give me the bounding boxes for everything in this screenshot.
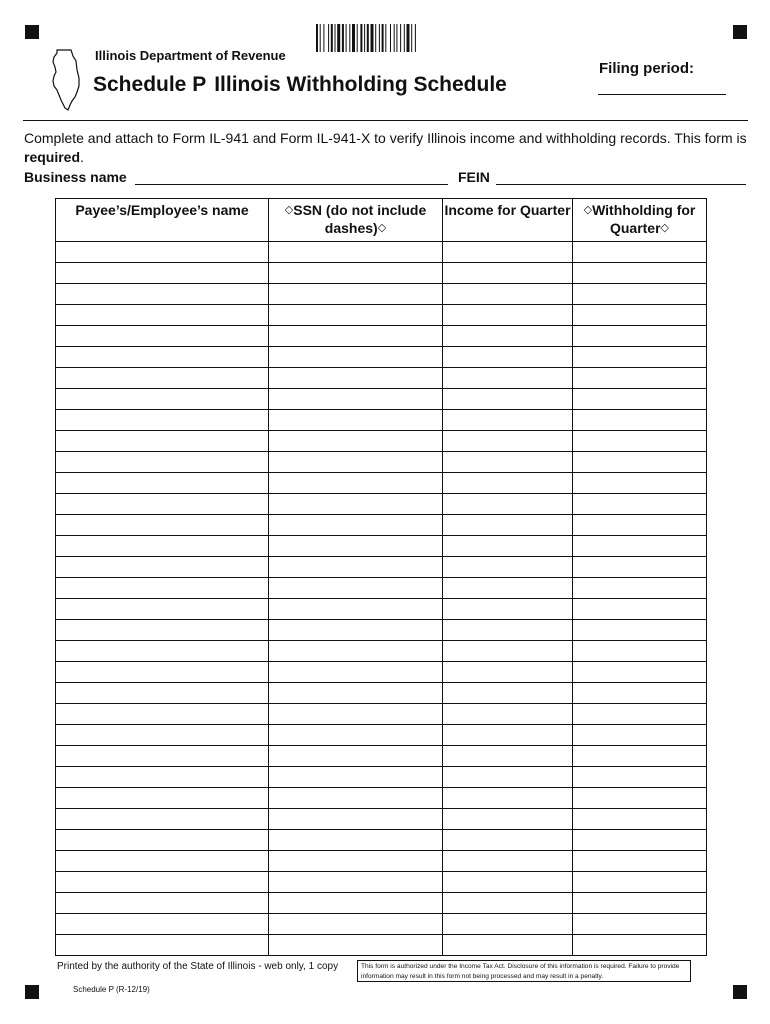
table-row	[56, 326, 707, 347]
table-cell[interactable]	[269, 284, 443, 305]
table-row	[56, 578, 707, 599]
table-cell[interactable]	[56, 557, 269, 578]
table-row	[56, 641, 707, 662]
table-cell[interactable]	[269, 620, 443, 641]
table-row	[56, 536, 707, 557]
table-cell[interactable]	[443, 368, 573, 389]
table-cell[interactable]	[269, 347, 443, 368]
business-name-field[interactable]	[135, 184, 448, 185]
table-cell[interactable]	[573, 515, 707, 536]
table-cell[interactable]	[56, 494, 269, 515]
table-row	[56, 452, 707, 473]
column-header-0: Payee’s/Employee’s name	[56, 199, 269, 242]
header-divider	[23, 120, 748, 121]
table-cell[interactable]	[56, 830, 269, 851]
table-row	[56, 389, 707, 410]
table-cell[interactable]	[443, 893, 573, 914]
table-cell[interactable]	[443, 809, 573, 830]
table-row	[56, 620, 707, 641]
table-row	[56, 809, 707, 830]
table-header	[56, 199, 707, 242]
table-cell[interactable]	[573, 935, 707, 956]
table-cell[interactable]	[56, 263, 269, 284]
column-header-1: ◇SSN (do not include dashes)◇	[269, 199, 443, 242]
table-cell[interactable]	[56, 431, 269, 452]
table-cell[interactable]	[56, 914, 269, 935]
department-name: Illinois Department of Revenue	[95, 48, 286, 63]
table-cell[interactable]	[56, 746, 269, 767]
table-cell[interactable]	[573, 284, 707, 305]
table-row	[56, 410, 707, 431]
table-row	[56, 704, 707, 725]
table-row	[56, 242, 707, 263]
table-cell[interactable]	[269, 704, 443, 725]
table-row	[56, 599, 707, 620]
schedule-title: Illinois Withholding Schedule	[214, 73, 507, 96]
withholding-table	[55, 198, 707, 956]
table-cell[interactable]	[573, 620, 707, 641]
authorization-notice: This form is authorized under the Income Tax Act. Disclosure of this information is required. Failure to provide information may result in this form not being processed and may result in a penalty.	[357, 960, 691, 982]
fein-field[interactable]	[496, 184, 746, 185]
table-cell[interactable]	[269, 746, 443, 767]
table-cell[interactable]	[269, 326, 443, 347]
table-cell[interactable]	[269, 452, 443, 473]
registration-mark-icon	[25, 985, 39, 999]
form-id: Schedule P (R-12/19)	[73, 985, 150, 994]
table-cell[interactable]	[269, 851, 443, 872]
table-cell[interactable]	[269, 788, 443, 809]
table-cell[interactable]	[269, 431, 443, 452]
table-cell[interactable]	[56, 893, 269, 914]
table-cell[interactable]	[56, 662, 269, 683]
table-cell[interactable]	[269, 494, 443, 515]
registration-mark-icon	[733, 25, 747, 39]
table-row	[56, 284, 707, 305]
table-cell[interactable]	[56, 641, 269, 662]
table-cell[interactable]	[443, 389, 573, 410]
table-cell[interactable]	[56, 326, 269, 347]
diamond-icon: ◇	[583, 204, 593, 216]
table-cell[interactable]	[573, 767, 707, 788]
table-cell[interactable]	[56, 515, 269, 536]
table-cell[interactable]	[269, 809, 443, 830]
table-cell[interactable]	[56, 284, 269, 305]
table-cell[interactable]	[269, 872, 443, 893]
table-cell[interactable]	[56, 935, 269, 956]
barcode-icon	[316, 24, 472, 52]
table-cell[interactable]	[56, 767, 269, 788]
table-cell[interactable]	[56, 536, 269, 557]
table-cell[interactable]	[573, 410, 707, 431]
table-row	[56, 347, 707, 368]
table-cell[interactable]	[573, 851, 707, 872]
table-cell[interactable]	[56, 578, 269, 599]
table-cell[interactable]	[56, 347, 269, 368]
table-cell[interactable]	[443, 830, 573, 851]
table-cell[interactable]	[573, 830, 707, 851]
table-cell[interactable]	[573, 536, 707, 557]
printed-by-notice: Printed by the authority of the State of Illinois - web only, 1 copy	[57, 961, 339, 972]
table-cell[interactable]	[269, 599, 443, 620]
table-row	[56, 851, 707, 872]
table-cell[interactable]	[443, 515, 573, 536]
table-cell[interactable]	[56, 620, 269, 641]
table-cell[interactable]	[269, 893, 443, 914]
table-row	[56, 725, 707, 746]
table-cell[interactable]	[269, 536, 443, 557]
table-cell[interactable]	[269, 683, 443, 704]
table-row	[56, 935, 707, 956]
schedule-code: Schedule P	[93, 73, 207, 96]
table-cell[interactable]	[56, 809, 269, 830]
table-cell[interactable]	[443, 536, 573, 557]
table-cell[interactable]	[573, 389, 707, 410]
table-cell[interactable]	[573, 725, 707, 746]
business-info-line	[24, 168, 749, 188]
table-cell[interactable]	[573, 914, 707, 935]
table-row	[56, 263, 707, 284]
table-cell[interactable]	[269, 578, 443, 599]
table-cell[interactable]	[443, 263, 573, 284]
table-cell[interactable]	[443, 788, 573, 809]
table-cell[interactable]	[443, 746, 573, 767]
table-cell[interactable]	[269, 305, 443, 326]
table-cell[interactable]	[269, 641, 443, 662]
table-cell[interactable]	[443, 599, 573, 620]
table-row	[56, 893, 707, 914]
table-cell[interactable]	[56, 788, 269, 809]
table-cell[interactable]	[56, 851, 269, 872]
table-cell[interactable]	[56, 704, 269, 725]
table-cell[interactable]	[443, 578, 573, 599]
table-row	[56, 473, 707, 494]
table-cell[interactable]	[56, 389, 269, 410]
table-cell[interactable]	[573, 893, 707, 914]
table-cell[interactable]	[56, 410, 269, 431]
table-cell[interactable]	[573, 578, 707, 599]
table-cell[interactable]	[443, 914, 573, 935]
table-cell[interactable]	[269, 935, 443, 956]
table-cell[interactable]	[573, 641, 707, 662]
table-row	[56, 368, 707, 389]
table-cell[interactable]	[56, 473, 269, 494]
table-cell[interactable]	[573, 326, 707, 347]
diamond-icon: ◇	[660, 222, 670, 234]
table-cell[interactable]	[443, 662, 573, 683]
filing-period-label: Filing period:	[599, 60, 694, 77]
table-cell[interactable]	[443, 452, 573, 473]
table-cell[interactable]	[56, 242, 269, 263]
column-header-3: ◇Withholding for Quarter◇	[573, 199, 707, 242]
table-cell[interactable]	[56, 368, 269, 389]
column-header-2: Income for Quarter	[443, 199, 573, 242]
table-cell[interactable]	[573, 263, 707, 284]
illinois-outline-icon	[48, 48, 88, 112]
table-cell[interactable]	[573, 473, 707, 494]
table-cell[interactable]	[443, 620, 573, 641]
table-cell[interactable]	[573, 368, 707, 389]
table-cell[interactable]	[443, 851, 573, 872]
table-row	[56, 788, 707, 809]
table-cell[interactable]	[56, 872, 269, 893]
diamond-icon: ◇	[284, 204, 294, 216]
table-cell[interactable]	[443, 347, 573, 368]
table-row	[56, 746, 707, 767]
registration-mark-icon	[733, 985, 747, 999]
table-cell[interactable]	[269, 242, 443, 263]
table-cell[interactable]	[56, 452, 269, 473]
table-cell[interactable]	[269, 557, 443, 578]
fein-label: FEIN	[458, 169, 490, 185]
table-cell[interactable]	[56, 305, 269, 326]
instructions: Complete and attach to Form IL-941 and Form IL-941-X to verify Illinois income and withholding records. This form is required.	[24, 130, 747, 165]
table-cell[interactable]	[573, 347, 707, 368]
table-cell[interactable]	[443, 767, 573, 788]
table-cell[interactable]	[443, 641, 573, 662]
table-cell[interactable]	[443, 473, 573, 494]
table-cell[interactable]	[573, 809, 707, 830]
table-cell[interactable]	[443, 494, 573, 515]
table-cell[interactable]	[573, 431, 707, 452]
table-cell[interactable]	[269, 914, 443, 935]
diamond-icon: ◇	[377, 222, 387, 234]
table-cell[interactable]	[56, 599, 269, 620]
table-cell[interactable]	[443, 935, 573, 956]
table-cell[interactable]	[443, 872, 573, 893]
table-cell[interactable]	[56, 683, 269, 704]
table-cell[interactable]	[269, 662, 443, 683]
table-cell[interactable]	[269, 830, 443, 851]
table-cell[interactable]	[573, 872, 707, 893]
table-cell[interactable]	[269, 368, 443, 389]
table-cell[interactable]	[573, 599, 707, 620]
table-cell[interactable]	[443, 431, 573, 452]
table-row	[56, 515, 707, 536]
table-cell[interactable]	[443, 725, 573, 746]
table-cell[interactable]	[443, 284, 573, 305]
table-row	[56, 431, 707, 452]
required-emphasis: required	[24, 149, 81, 165]
table-row	[56, 305, 707, 326]
table-cell[interactable]	[443, 242, 573, 263]
table-cell[interactable]	[573, 704, 707, 725]
table-cell[interactable]	[573, 662, 707, 683]
table-cell[interactable]	[269, 515, 443, 536]
table-cell[interactable]	[269, 263, 443, 284]
table-row	[56, 767, 707, 788]
table-cell[interactable]	[573, 746, 707, 767]
table-row	[56, 494, 707, 515]
table-row	[56, 872, 707, 893]
table-cell[interactable]	[269, 410, 443, 431]
table-cell[interactable]	[443, 410, 573, 431]
table-cell[interactable]	[573, 683, 707, 704]
table-cell[interactable]	[56, 725, 269, 746]
table-cell[interactable]	[269, 473, 443, 494]
table-row	[56, 914, 707, 935]
table-cell[interactable]	[573, 494, 707, 515]
table-row	[56, 830, 707, 851]
table-cell[interactable]	[443, 704, 573, 725]
table-cell[interactable]	[573, 788, 707, 809]
table-cell[interactable]	[443, 305, 573, 326]
filing-period-field[interactable]	[598, 94, 726, 95]
table-cell[interactable]	[269, 725, 443, 746]
page-title	[93, 73, 507, 97]
table-cell[interactable]	[443, 326, 573, 347]
table-cell[interactable]	[573, 305, 707, 326]
table-cell[interactable]	[443, 683, 573, 704]
table-row	[56, 683, 707, 704]
registration-mark-icon	[25, 25, 39, 39]
table-cell[interactable]	[269, 389, 443, 410]
table-cell[interactable]	[573, 242, 707, 263]
table-cell[interactable]	[443, 557, 573, 578]
table-row	[56, 662, 707, 683]
table-row	[56, 557, 707, 578]
business-name-label: Business name	[24, 169, 127, 185]
table-cell[interactable]	[573, 452, 707, 473]
table-cell[interactable]	[269, 767, 443, 788]
table-cell[interactable]	[573, 557, 707, 578]
